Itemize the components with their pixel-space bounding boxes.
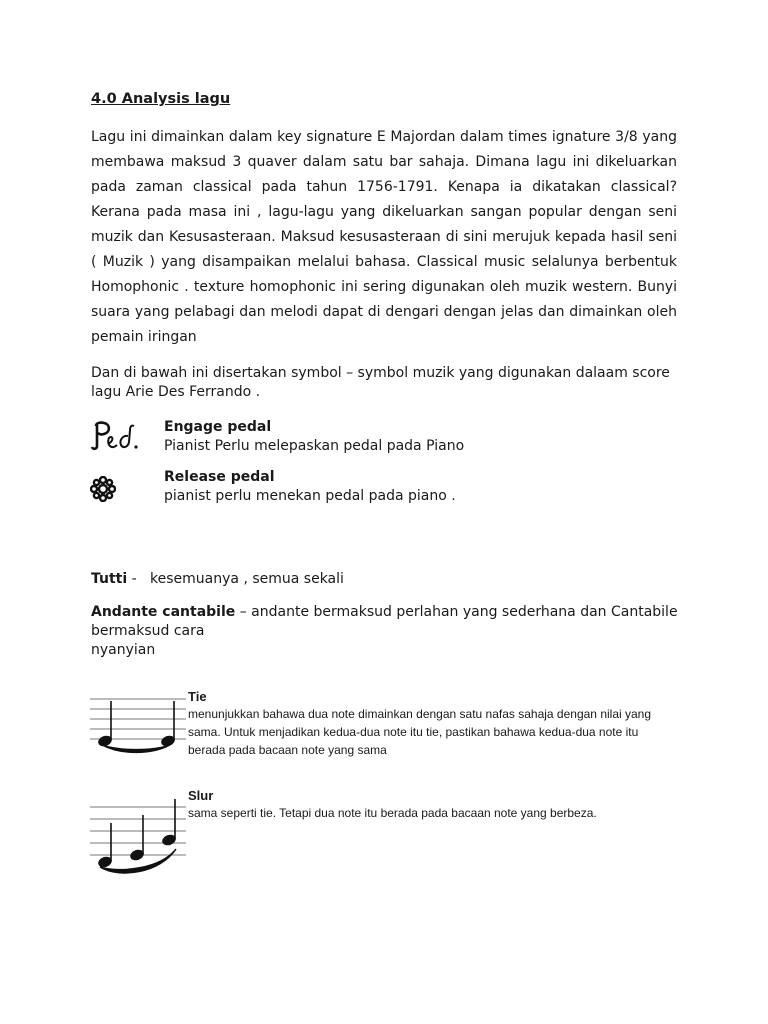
slur-desc: sama seperti tie. Tetapi dua note itu berada pada bacaan note yang berbeza. [188, 806, 597, 820]
andante-block [91, 603, 691, 660]
andante-desc: – andante bermaksud perlahan yang sederhana dan Cantabile bermaksud cara [91, 604, 678, 639]
slur-notation-icon [90, 793, 186, 879]
slur-block [188, 787, 678, 822]
tutti-desc: kesemuanya , semua sekali [150, 571, 344, 587]
tie-desc: menunjukkan bahawa dua note dimainkan dengan satu nafas sahaja dengan nilai yang sama. Untuk menjadikan kedua-dua note itu tie, pastikan bahawa kedua-dua note itu berada pada bacaan note yang sama [188, 707, 652, 757]
tie-notation-icon [90, 693, 186, 761]
release-pedal-icon [90, 476, 116, 506]
symbols-intro-line2: lagu Arie Des Ferrando . [91, 384, 261, 400]
tutti-line [91, 570, 344, 589]
engage-pedal-desc: Pianist Perlu melepaskan pedal pada Piano [164, 438, 465, 454]
tutti-term: Tutti [91, 571, 128, 587]
andante-term: Andante cantabile [91, 604, 236, 620]
tie-block [188, 688, 678, 759]
symbols-intro [91, 364, 691, 402]
symbols-intro-line1: Dan di bawah ini disertakan symbol – symbol muzik yang digunakan dalaam score [91, 365, 670, 381]
slur-title: Slur [188, 788, 214, 803]
tutti-separator: - [127, 571, 151, 587]
engage-pedal-block [164, 418, 464, 456]
engage-pedal-title: Engage pedal [164, 419, 272, 435]
analysis-paragraph: Lagu ini dimainkan dalam key signature E Majordan dalam times ignature 3/8 yang membawa maksud 3 quaver dalam satu bar sahaja. Dimana lagu ini dikeluarkan pada zaman classical pada tahun 1756-1791. Kenapa ia dikatakan classical? Kerana pada masa ini , lagu-lagu yang dikeluarkan sangan popular dengan seni muzik dan Kesusasteraan. Maksud kesusasteraan di sini merujuk kepada hasil seni ( Muzik ) yang disampaikan melalui bahasa. Classical music selalunya berbentuk Homophonic . texture homophonic ini sering digunakan oleh muzik western. Bunyi suara yang pelabagi dan melodi dapat di dengari dengan jelas dan dimainkan oleh pemain iringan [91, 129, 677, 345]
ped-symbol-icon [90, 420, 140, 458]
tie-title: Tie [188, 689, 207, 704]
release-pedal-block [164, 468, 456, 506]
release-pedal-desc: pianist perlu menekan pedal pada piano . [164, 488, 456, 504]
andante-desc-continued: nyanyian [91, 642, 156, 658]
section-heading: 4.0 Analysis lagu [91, 91, 231, 107]
release-pedal-title: Release pedal [164, 469, 275, 485]
